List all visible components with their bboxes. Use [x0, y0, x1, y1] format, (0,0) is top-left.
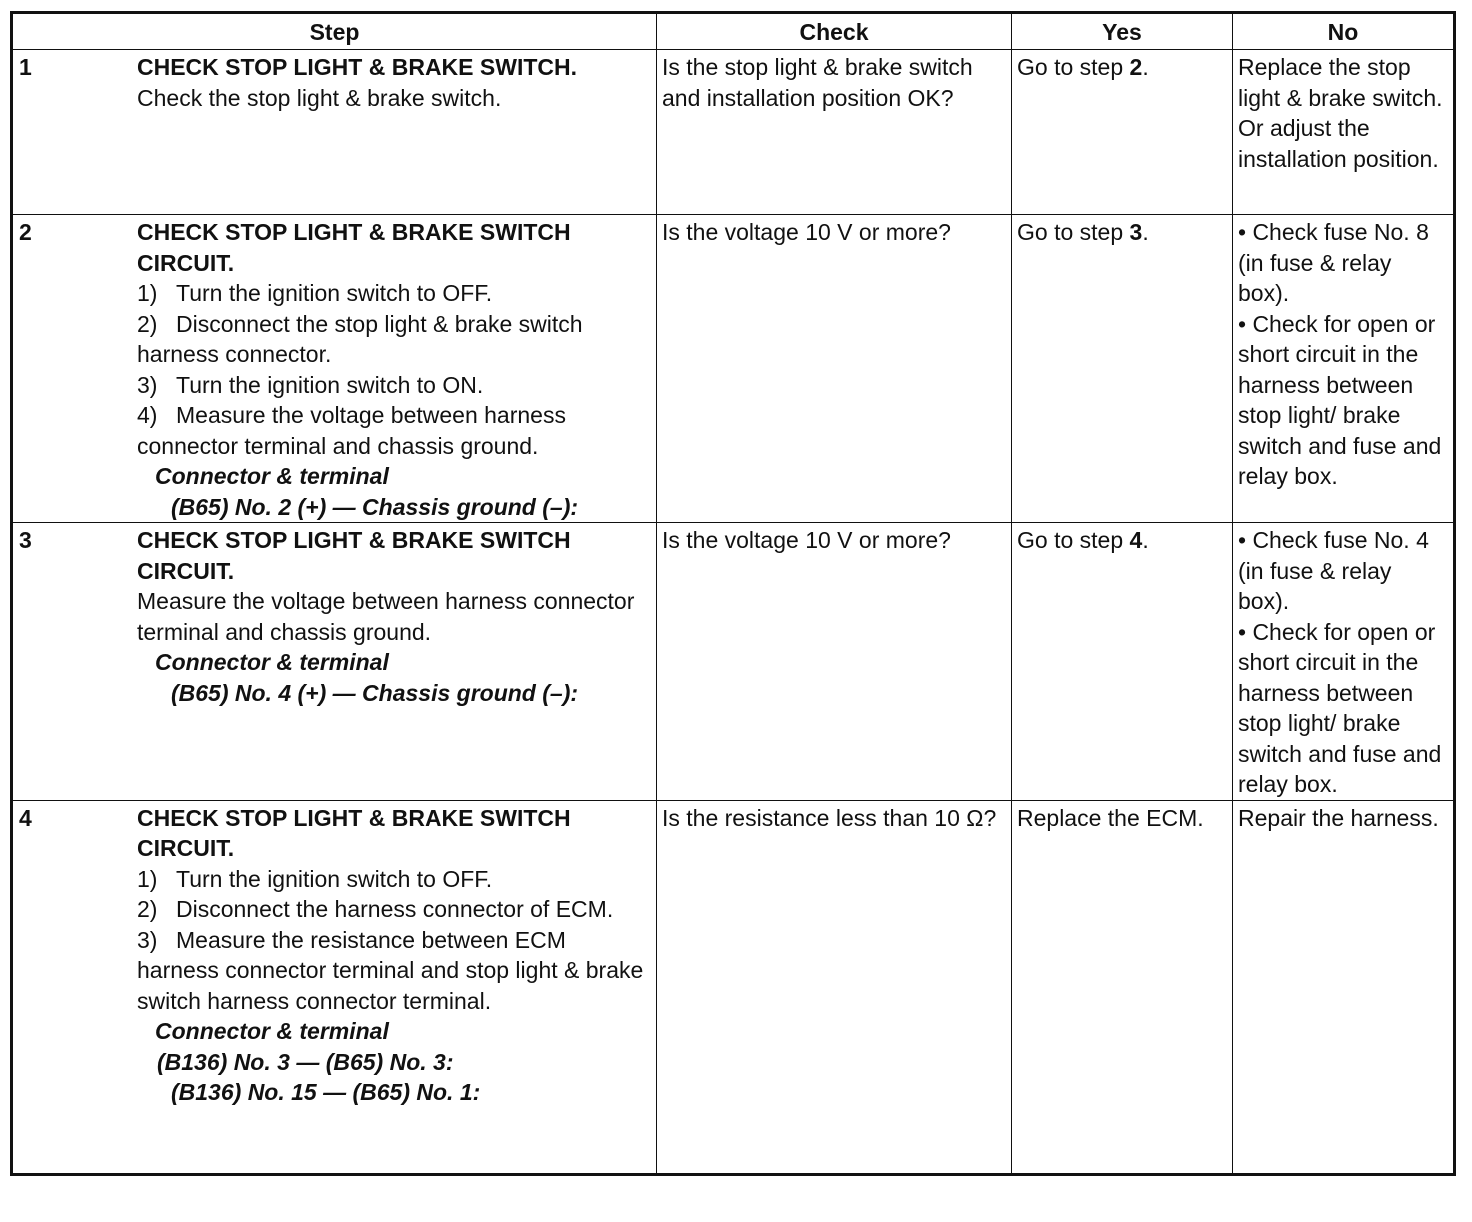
- yes-prefix: Go to step: [1017, 527, 1130, 553]
- step-number: 4: [19, 804, 32, 831]
- header-step: Step: [12, 13, 657, 50]
- step-number: 3: [19, 527, 32, 553]
- connector-terminal-spec: (B65) No. 2 (+) — Chassis ground (–):: [171, 493, 579, 520]
- step-title: CHECK STOP LIGHT & BRAKE SWITCH.: [137, 54, 577, 80]
- step-number: 2: [19, 219, 32, 245]
- step-cell: [12, 215, 657, 523]
- connector-terminal-label: Connector & terminal: [155, 1018, 389, 1044]
- step-text: Check the stop light & brake switch.: [137, 84, 502, 111]
- connector-terminal-label: Connector & terminal: [155, 463, 389, 489]
- step-number: 1: [19, 54, 32, 80]
- table-row: [12, 800, 1455, 1174]
- step-title: CHECK STOP LIGHT & BRAKE SWITCH CIRCUIT.: [137, 527, 571, 584]
- no-cell: [1233, 800, 1455, 1174]
- yes-suffix: .: [1142, 54, 1149, 80]
- no-bullet: • Check fuse No. 4 (in fuse & relay box).: [1238, 527, 1429, 614]
- yes-prefix: Go to step: [1017, 54, 1130, 80]
- no-bullet: • Check fuse No. 8 (in fuse & relay box).: [1238, 219, 1429, 306]
- procedure-item: 2) Disconnect the stop light & brake switch harness connector.: [137, 310, 583, 367]
- step-title: CHECK STOP LIGHT & BRAKE SWITCH CIRCUIT.: [137, 219, 571, 276]
- header-no: No: [1233, 13, 1455, 50]
- yes-cell: [1012, 215, 1233, 523]
- yes-cell: [1012, 523, 1233, 801]
- yes-cell: Replace the ECM.: [1012, 800, 1233, 1174]
- yes-step-ref: 3: [1129, 219, 1143, 245]
- no-text: Repair the harness.: [1238, 804, 1439, 831]
- header-yes: Yes: [1012, 13, 1233, 50]
- procedure-item: 1) Turn the ignition switch to OFF.: [137, 280, 493, 306]
- connector-terminal-label: Connector & terminal: [155, 649, 389, 675]
- check-cell: Is the voltage 10 V or more?: [657, 523, 1012, 801]
- header-check: Check: [657, 13, 1012, 50]
- no-cell: [1233, 523, 1455, 801]
- table-header-row: [12, 13, 1455, 50]
- step-title: CHECK STOP LIGHT & BRAKE SWITCH CIRCUIT.: [137, 804, 571, 861]
- yes-cell: [1012, 50, 1233, 215]
- step-cell: [12, 800, 657, 1174]
- connector-terminal-spec: (B65) No. 4 (+) — Chassis ground (–):: [171, 679, 579, 706]
- table-row: [12, 523, 1455, 801]
- step-cell: [12, 523, 657, 801]
- connector-terminal-spec: (B136) No. 15 — (B65) No. 1:: [171, 1079, 481, 1105]
- procedure-item: 1) Turn the ignition switch to OFF.: [137, 865, 493, 892]
- no-bullet: • Check for open or short circuit in the harness between stop light/ brake switch and fuse and relay box.: [1238, 618, 1442, 797]
- check-cell: Is the resistance less than 10 Ω?: [657, 800, 1012, 1174]
- check-cell: Is the voltage 10 V or more?: [657, 215, 1012, 523]
- diagnostic-table: [10, 11, 1456, 1176]
- no-cell: [1233, 50, 1455, 215]
- table-row: [12, 50, 1455, 215]
- yes-step-ref: 2: [1129, 54, 1143, 80]
- procedure-item: 4) Measure the voltage between harness connector terminal and chassis ground.: [137, 402, 566, 459]
- connector-terminal-spec: (B136) No. 3 — (B65) No. 3:: [157, 1048, 454, 1075]
- procedure-item: 3) Turn the ignition switch to ON.: [137, 371, 484, 398]
- yes-prefix: Go to step: [1017, 219, 1130, 245]
- no-text: Replace the stop light & brake switch. Or adjust the installation position.: [1238, 54, 1443, 172]
- table-row: [12, 215, 1455, 523]
- yes-suffix: .: [1142, 219, 1149, 245]
- yes-step-ref: 4: [1129, 527, 1143, 553]
- no-cell: [1233, 215, 1455, 523]
- step-cell: [12, 50, 657, 215]
- yes-suffix: .: [1142, 527, 1149, 553]
- check-cell: Is the stop light & brake switch and installation position OK?: [657, 50, 1012, 215]
- procedure-item: 2) Disconnect the harness connector of ECM.: [137, 896, 614, 922]
- procedure-item: 3) Measure the resistance between ECM harness connector terminal and stop light & brake switch harness connector terminal.: [137, 926, 644, 1014]
- no-bullet: • Check for open or short circuit in the harness between stop light/ brake switch and fuse and relay box.: [1238, 310, 1442, 489]
- step-text: Measure the voltage between harness connector terminal and chassis ground.: [137, 588, 635, 645]
